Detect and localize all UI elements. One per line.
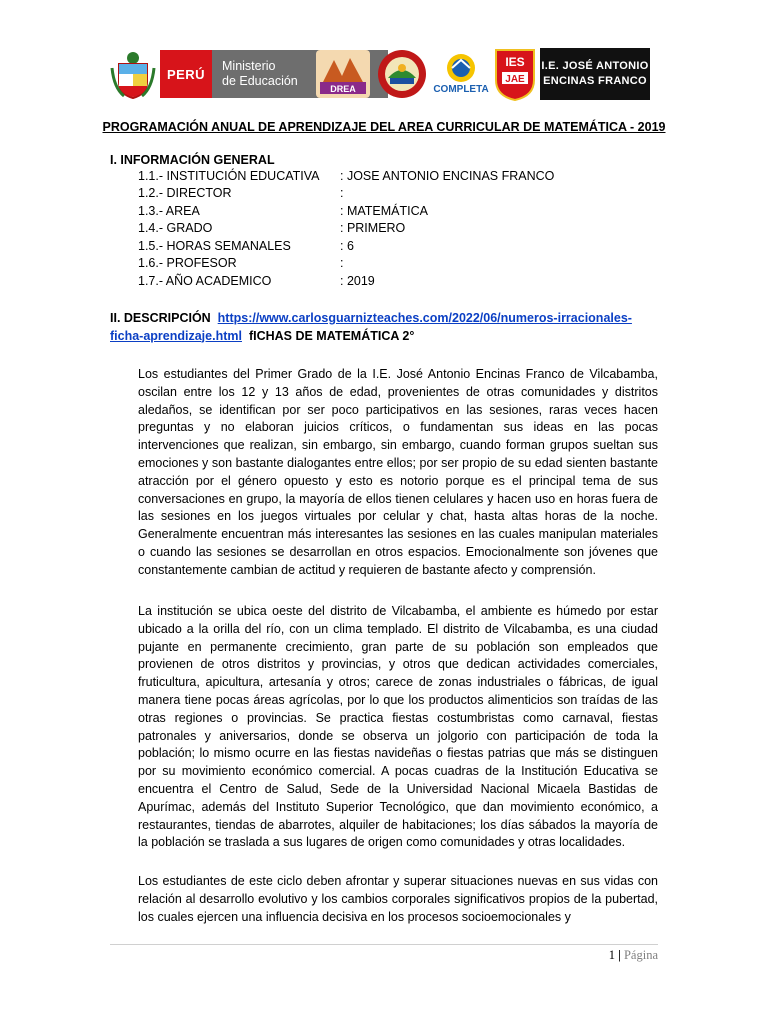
school-name-banner <box>540 48 650 100</box>
drea-label: DREA <box>330 84 356 94</box>
info-label: 1.3.- AREA <box>138 204 200 218</box>
info-value: : <box>340 186 344 200</box>
page-number: 1 <box>608 948 615 962</box>
ies-label: IES <box>505 55 525 69</box>
info-value: : MATEMÁTICA <box>340 204 428 218</box>
page-separator: | <box>618 948 621 962</box>
worksheet-link[interactable]: https://www.carlosguarnizteaches.com/2022/06/numeros-irracionales-ficha-aprendizaje.html <box>110 311 632 343</box>
description-paragraph-institution: La institución se ubica oeste del distrito de Vilcabamba, el ambiente es húmedo por estar ubicado a la orilla del río, con un clima templado. El distrito de Vilcabamba, es una ciudad pujante en permanente crecimiento, gran parte de su población son empleados que provienen de otros distritos y provincias, y otros que dedican actividades comerciales, fruticultura, apicultura, artesanía y otros; carece de zonas industriales o fábricas, de igual manera tiene pocas áreas agrícolas, por lo que los productos alimenticios son traídas de las otras regiones o provincias. Se practica fiestas costumbristas como carnaval, fiestas patronales y aniversarios, donde se observa un jolgorio con participación de toda la población; lo mismo ocurre en las fiestas navideñas o fiestas patrias que más se distinguen por su movimiento económico comercial. A pocas cuadras de la Institución Educativa se encuentra el Centro de Salud, Sede de la Universidad Nacional Micaela Bastidas de Apurímac, además del Instituto Superior Tecnológico, que dan movimiento económico, a restaurantes, tiendas de abarrotes, alquiler de habitaciones; los días sábados la mayoría de la población se traslada a sus lugares de origen como comunidades y otras localidades. <box>138 604 658 850</box>
description-paragraph-cycle: Los estudiantes de este ciclo deben afrontar y superar situaciones nuevas en sus vidas con relación al desarrollo evolutivo y los cambios corporales significativos propios de la pubertad, los cuales ejercen una influencia decisiva en los procesos socioemocionales y <box>138 874 658 924</box>
regional-seal-logo <box>376 48 428 100</box>
peru-label: PERÚ <box>160 50 212 98</box>
info-row-teacher <box>138 256 658 273</box>
info-row-grade <box>138 221 658 238</box>
header-logos <box>106 44 650 104</box>
jornada-escolar-completa-logo <box>432 50 490 98</box>
completa-label: COMPLETA <box>433 84 489 95</box>
info-label: 1.6.- PROFESOR <box>138 256 237 270</box>
page-footer <box>609 948 658 963</box>
document-title: PROGRAMACIÓN ANUAL DE APRENDIZAJE DEL AREA CURRICULAR DE MATEMÁTICA - 2019 <box>102 120 666 134</box>
jae-label: JAE <box>505 74 525 85</box>
ies-jae-logo <box>492 46 538 102</box>
info-value: : PRIMERO <box>340 221 406 235</box>
info-row-weekly-hours <box>138 239 658 256</box>
info-row-director <box>138 186 658 203</box>
info-value: : 2019 <box>340 274 375 288</box>
worksheet-link-caption: fICHAS DE MATEMÁTICA 2° <box>248 328 415 343</box>
section-description <box>110 310 650 345</box>
footer-divider <box>110 944 658 945</box>
info-row-academic-year <box>138 274 658 291</box>
ministry-line-1: Ministerio <box>222 59 276 73</box>
info-label: 1.2.- DIRECTOR <box>138 186 232 200</box>
info-value: : 6 <box>340 239 354 253</box>
info-row-institution <box>138 169 658 186</box>
info-label: 1.7.- AÑO ACADEMICO <box>138 274 272 288</box>
info-value: : <box>340 256 344 270</box>
info-row-area <box>138 204 658 221</box>
page-word: Página <box>623 948 658 962</box>
school-name-line-1: I.E. JOSÉ ANTONIO <box>541 60 649 72</box>
info-label: 1.1.- INSTITUCIÓN EDUCATIVA <box>138 169 320 183</box>
section-general-info-heading: I. INFORMACIÓN GENERAL <box>110 153 275 167</box>
ministry-line-2: de Educación <box>222 74 298 88</box>
description-paragraph-students: Los estudiantes del Primer Grado de la I.E. José Antonio Encinas Franco de Vilcabamba, oscilan entre los 12 y 13 años de edad, provenientes de otras comunidades y distritos aledaños, se identifican por ser poco participativos en las sesiones, raras veces hacen preguntas y no elaboran juicios críticos, o fundamentan sus ideas en las pocas intervenciones que realizan, sin embargo, sin embargo, cuando forman grupos sueltan sus emociones y son bastante dialogantes entre ellos; por ser propio de su edad sienten bastante atracción por el género opuesto y esto es notorio porque es el principal tema de sus conversaciones en grupo, la mayoría de ellos tienen celulares y hacen uso en horas fuera de las sesiones en los juegos virtuales por celular y chat, hasta altas horas de la noche. Generalmente encuentran más interesantes las sesiones en las cuales manipulan materiales o cuando las sesiones se desarrollan en otros espacios. Emocionalmente son jóvenes que constantemente cambian de actitud y requieren de bastante afecto y comprensión. <box>138 367 658 577</box>
info-label: 1.4.- GRADO <box>138 221 213 235</box>
section-description-heading: II. DESCRIPCIÓN <box>110 311 211 325</box>
school-name-line-2: ENCINAS FRANCO <box>543 75 647 87</box>
peru-coat-of-arms-logo <box>110 48 156 100</box>
info-value: : JOSE ANTONIO ENCINAS FRANCO <box>340 169 555 183</box>
info-label: 1.5.- HORAS SEMANALES <box>138 239 291 253</box>
drea-logo <box>314 48 372 100</box>
